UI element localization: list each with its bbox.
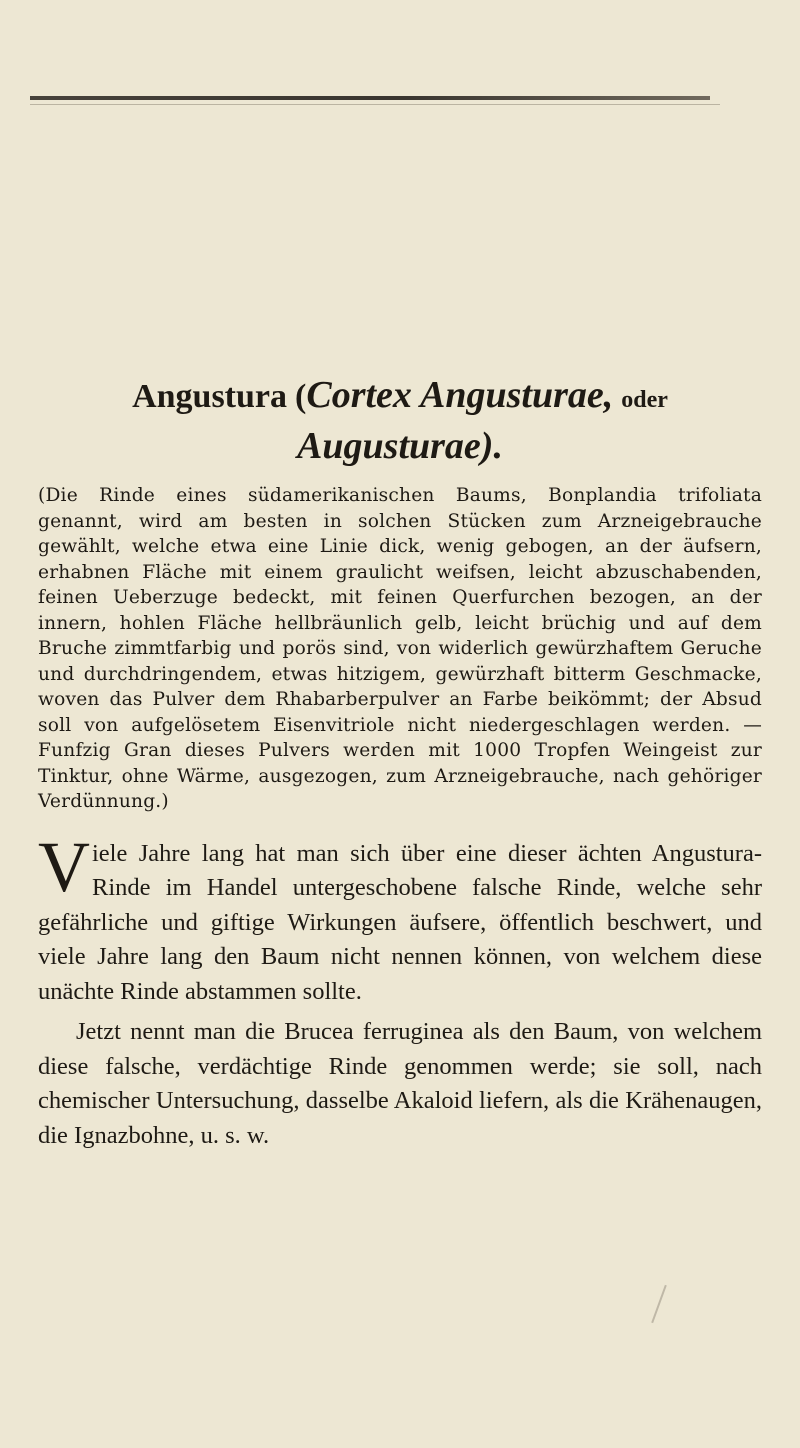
- title-latin-2: Augusturae: [297, 425, 481, 467]
- page-title: [30, 372, 770, 469]
- title-paren-close: ).: [480, 425, 503, 467]
- title-paren-open: (: [295, 378, 307, 415]
- paragraph-1: [38, 826, 762, 1010]
- title-oder: oder: [621, 387, 668, 413]
- paragraph-1-text: iele Jahre lang hat man sich über eine dieser ächten Angustura-Rinde im Handel untergeschobene falsche Rinde, welche sehr gefährliche und giftige Wirkungen äufsere, öffentlich beschwert, und viele Jahre lang den Baum nicht nennen können, von welchem diese unächte Rinde abstammen sollte.: [38, 839, 762, 1005]
- page-content: [30, 372, 770, 1153]
- title-main: Angustura: [132, 378, 288, 415]
- title-line-2: [30, 423, 770, 469]
- drop-cap: V: [38, 826, 90, 907]
- title-latin-1: Cortex Angusturae: [306, 374, 604, 416]
- title-comma: ,: [603, 374, 614, 416]
- intro-paragraph: (Die Rinde eines südamerikanischen Baums, Bonplandia trifoliata genannt, wird am besten in solchen Stücken zum Arzneigebrauche gewählt, welche etwa eine Linie dick, wenig gebogen, an der äufsern, erhabnen Fläche mit einem graulicht weifsen, leicht abzuschabenden, feinen Ueberzuge bedeckt, mit feinen Querfurchen bezogen, an der innern, hohlen Fläche hellbräunlich gelb, leicht brüchig und auf dem Bruche zimmtfarbig und porös sind, von widerlich gewürzhaftem Geruche und durchdringendem, etwas hitzigem, gewürzhaft bitterm Geschmacke, woven das Pulver dem Rhabarberpulver an Farbe beikömmt; der Absud soll von aufgelösetem Eisenvitriole nicht niedergeschlagen werden. — Funfzig Gran dieses Pulvers werden mit 1000 Tropfen Weingeist zur Tinktur, ohne Wärme, ausgezogen, zum Arzneigebrauche, nach gehöriger Verdünnung.): [38, 485, 762, 812]
- paper-mark: [651, 1285, 667, 1323]
- paragraph-2: Jetzt nennt man die Brucea ferruginea als den Baum, von welchem diese falsche, verdächtige Rinde genommen werde; sie soll, nach chemischer Untersuchung, dasselbe Akaloid liefern, als die Krähenaugen, die Ignazbohne, u. s. w.: [38, 1018, 762, 1149]
- top-rule: [30, 96, 710, 100]
- body-text: [38, 826, 762, 1154]
- top-rule-shadow: [30, 104, 720, 105]
